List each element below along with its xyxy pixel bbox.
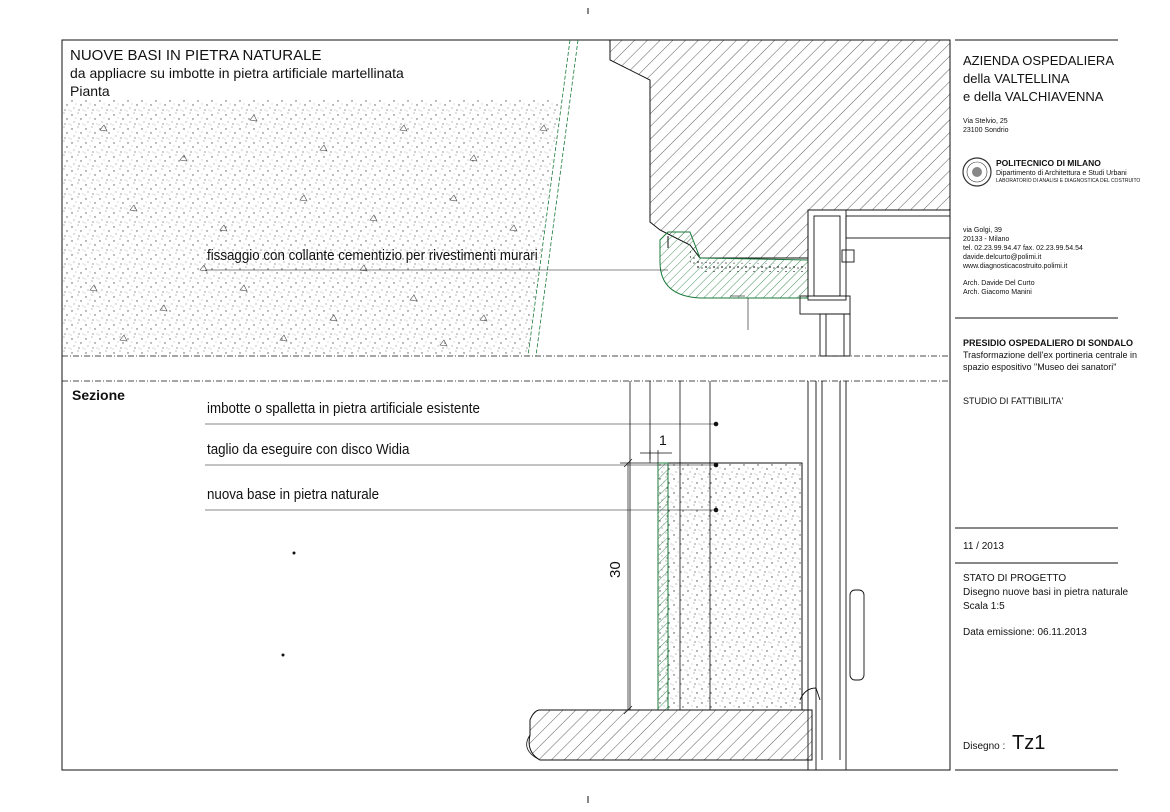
dimension-gap-label: 1: [659, 432, 667, 448]
poli-email: davide.delcurto@polimi.it: [963, 254, 1042, 261]
drawing-number: Tz1: [1012, 732, 1046, 754]
architect-2: Arch. Giacomo Manini: [963, 289, 1032, 296]
client-address-2: 23100 Sondrio: [963, 127, 1009, 134]
plan-concrete-area: [62, 100, 560, 356]
client-name-2: della VALTELLINA: [963, 71, 1070, 86]
drawing-subtitle: da appliacre su imbotte in pietra artificiale martellinata: [70, 65, 404, 81]
polimi-logo: [963, 158, 991, 186]
note-plan-fixing: fissaggio con collante cementizio per rivestimenti murari: [207, 248, 538, 264]
plan-existing-jamb: [610, 40, 950, 258]
drawing-scale: Scala 1:5: [963, 601, 1005, 612]
poli-name: POLITECNICO DI MILANO: [996, 158, 1101, 168]
architect-1: Arch. Davide Del Curto: [963, 280, 1035, 287]
leader-dot-1: [714, 422, 719, 427]
drawing-title: NUOVE BASI IN PIETRA NATURALE: [70, 47, 322, 64]
note-existing-jamb: imbotte o spalletta in pietra artificiale esistente: [207, 401, 480, 417]
poli-address-2: 20133 - Milano: [963, 236, 1010, 243]
section-label: Sezione: [72, 387, 125, 403]
note-cut: taglio da eseguire con disco Widia: [207, 442, 410, 458]
leader-dot-3: [714, 508, 719, 513]
note-new-base: nuova base in pietra naturale: [207, 487, 380, 503]
leader-dot-2: [714, 463, 719, 468]
dimension-height: [620, 459, 658, 714]
client-address-1: Via Stelvio, 25: [963, 118, 1008, 125]
stray-dot-1: [293, 552, 296, 555]
project-desc-1: Trasformazione dell'ex portineria centrale in: [963, 350, 1137, 360]
client-name-1: AZIENDA OSPEDALIERA: [963, 53, 1114, 68]
plan-window-frame: [800, 210, 950, 356]
stray-dot-2: [282, 654, 285, 657]
poli-address-1: via Golgi, 39: [963, 227, 1002, 234]
section-adhesive-layer: [658, 463, 668, 710]
plan-label: Pianta: [70, 83, 110, 99]
poli-dept: Dipartimento di Architettura e Studi Urbani: [996, 170, 1127, 177]
project-name: PRESIDIO OSPEDALIERO DI SONDALO: [963, 338, 1134, 348]
dimension-height-label: 30: [607, 561, 624, 578]
poli-lab: LABORATORIO DI ANALISI E DIAGNOSTICA DEL COSTRUITO: [996, 178, 1141, 184]
project-desc-2: spazio espositivo "Museo dei sanatori": [963, 362, 1117, 372]
dimension-gap: [640, 450, 672, 463]
section-new-base: [658, 463, 802, 710]
drawing-description: Disegno nuove basi in pietra naturale: [963, 587, 1129, 598]
project-phase: STUDIO DI FATTIBILITA': [963, 396, 1064, 406]
poli-web: www.diagnosticacostruito.polimi.it: [963, 263, 1068, 270]
section-sill: [529, 710, 812, 760]
poli-phone: tel. 02.23.99.94.47 fax. 02.23.99.54.54: [963, 245, 1083, 252]
project-date: 11 / 2013: [963, 541, 1004, 552]
client-name-3: e della VALCHIAVENNA: [963, 89, 1104, 104]
drawing-number-label: Disegno :: [963, 741, 1006, 752]
project-state: STATO DI PROGETTO: [963, 573, 1067, 584]
emission-date: Data emissione: 06.11.2013: [963, 627, 1087, 638]
